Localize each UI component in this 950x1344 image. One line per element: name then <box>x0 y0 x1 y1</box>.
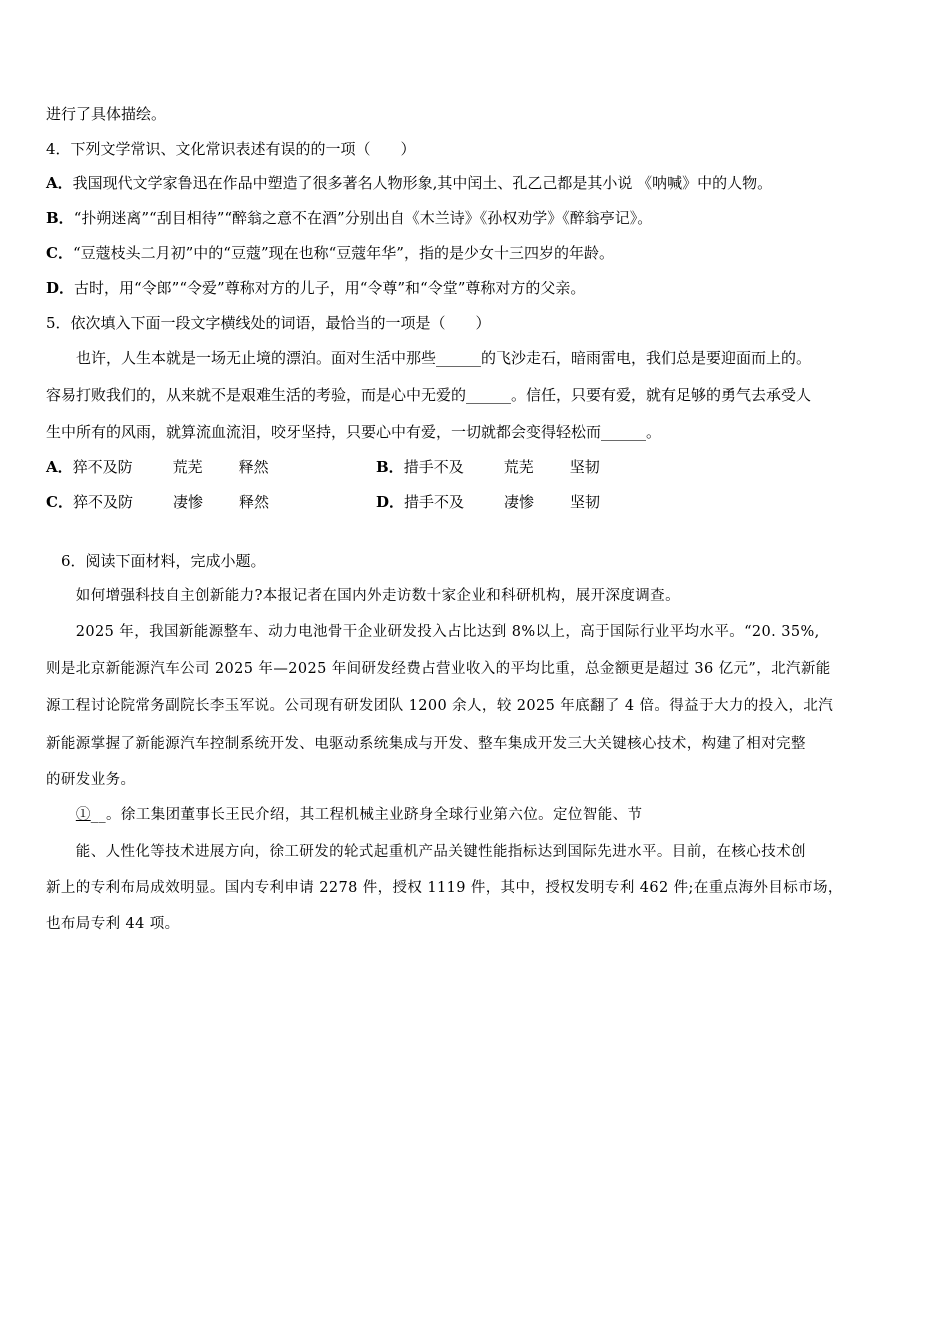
question-4-option-d <box>46 277 906 299</box>
question-5-passage-line-2: 容易打败我们的，从来就不是艰难生活的考验，而是心中无爱的______。信任，只要有爱，就有足够的勇气去承受人 <box>46 386 812 404</box>
option-letter: B． <box>376 458 404 476</box>
question-6-heading: 6．阅读下面材料，完成小题。 <box>46 552 266 570</box>
option-word: 释然 <box>238 458 269 476</box>
material-paragraph-1-line-3: 源工程讨论院常务副院长李玉军说。公司现有研发团队 1200 余人，较 2025 年底翻了 4 倍。得益于大力的投入，北汽 <box>46 698 834 714</box>
option-word: 坚韧 <box>570 493 601 511</box>
material-paragraph-2-line-3: 新上的专利布局成效明显。国内专利申请 2278 件，授权 1119 件，其中，授权发明专利 462 件;在重点海外目标市场， <box>46 880 843 896</box>
question-5-option-d <box>376 491 600 513</box>
material-paragraph-0: 如何增强科技自主创新能力?本报记者在国内外走访数十家企业和科研机构，展开深度调查。 <box>46 588 680 604</box>
option-letter: C． <box>46 493 73 511</box>
question-5-option-c <box>46 491 269 513</box>
question-4-stem: 4．下列文学常识、文化常识表述有误的的一项（ ） <box>46 140 416 158</box>
option-word: 荒芜 <box>503 458 534 476</box>
option-word: 措手不及 <box>403 458 464 476</box>
question-4-option-c <box>46 242 906 264</box>
material-paragraph-1-line-5: 的研发业务。 <box>46 772 136 788</box>
option-word: 荒芜 <box>172 458 203 476</box>
option-letter: C． <box>46 244 73 262</box>
option-word: 措手不及 <box>404 493 465 511</box>
option-letter: A． <box>46 458 73 476</box>
option-letter: A． <box>46 174 73 192</box>
material-paragraph-1-line-1: 2025 年，我国新能源整车、动力电池骨干企业研发投入占比达到 8%以上，高于国际行业平均水平。“20. 35%, <box>46 624 820 640</box>
material-paragraph-2-line-1 <box>46 804 906 826</box>
option-letter: D． <box>376 493 405 511</box>
question-4-option-a <box>46 172 906 194</box>
option-word: 猝不及防 <box>72 493 133 511</box>
option-word: 坚韧 <box>569 458 600 476</box>
question-5-stem: 5．依次填入下面一段文字横线处的词语，最恰当的一项是（ ） <box>46 314 491 332</box>
question-5-option-a <box>46 456 269 478</box>
material-paragraph-2-line-2: 能、人性化等技术进展方向，徐工研发的轮式起重机产品关键性能指标达到国际先进水平。目前，在核心技术创 <box>46 844 806 860</box>
option-word: 猝不及防 <box>72 458 133 476</box>
text-line-continuation: 进行了具体描绘。 <box>46 105 167 123</box>
option-word: 释然 <box>238 493 269 511</box>
material-paragraph-1-line-4: 新能源掌握了新能源汽车控制系统开发、电驱动系统集成与开发、整车集成开发三大关键核心技术，构建了相对完整 <box>46 736 806 752</box>
material-paragraph-1-line-2: 则是北京新能源汽车公司 2025 年—2025 年间研发经费占营业收入的平均比重，总金额更是超过 36 亿元”，北汽新能 <box>46 661 831 677</box>
option-word: 凄惨 <box>504 493 535 511</box>
material-paragraph-2-line-4: 也布局专利 44 项。 <box>46 916 180 932</box>
option-text: “扑朔迷离”“刮目相待”“醉翁之意不在酒”分别出自《木兰诗》《孙权劝学》《醉翁亭记》。 <box>73 209 653 227</box>
question-4-option-b <box>46 207 906 229</box>
paragraph-text: 。徐工集团董事长王民介绍，其工程机械主业跻身全球行业第六位。定位智能、节 <box>106 807 643 823</box>
option-letter: D． <box>46 279 75 297</box>
question-5-option-b <box>376 456 600 478</box>
option-text: 我国现代文学家鲁迅在作品中塑造了很多著名人物形象,其中闰土、孔乙己都是其小说 《呐喊》中的人物。 <box>72 174 773 192</box>
question-5-passage-line-3: 生中所有的风雨，就算流血流泪，咬牙坚持，只要心中有爱，一切就都会变得轻松而______。 <box>46 423 662 441</box>
blank-underline: __ <box>90 807 107 823</box>
option-text: “豆蔻枝头二月初”中的“豆蔻”现在也称“豆蔻年华”，指的是少女十三四岁的年龄。 <box>72 244 614 262</box>
option-text: 古时，用“令郎”“令爱”尊称对方的儿子，用“令尊”和“令堂”尊称对方的父亲。 <box>74 279 586 297</box>
question-5-passage-line-1: 也许，人生本就是一场无止境的漂泊。面对生活中那些______的飞沙走石，暗雨雷电，我们总是要迎面而上的。 <box>46 349 812 367</box>
option-letter: B． <box>46 209 74 227</box>
blank-marker: ① <box>75 807 91 823</box>
option-word: 凄惨 <box>172 493 203 511</box>
